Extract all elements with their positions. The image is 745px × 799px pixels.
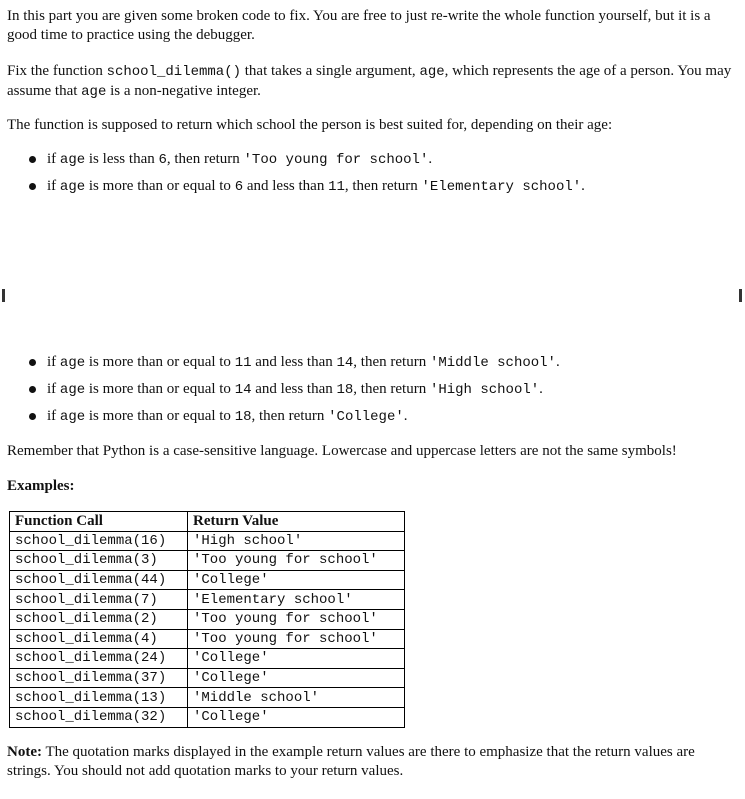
return-value-cell: 'Too young for school'	[188, 551, 405, 571]
table-row	[10, 551, 405, 571]
function-name: school_dilemma()	[106, 64, 241, 80]
purpose-paragraph: The function is supposed to return which school the person is best suited for, depending on their age:	[7, 117, 613, 133]
bullet-icon	[29, 156, 36, 163]
return-value-cell: 'Too young for school'	[188, 629, 405, 649]
function-call-cell: school_dilemma(7)	[10, 590, 188, 610]
bullet-icon	[29, 413, 36, 420]
table-row	[10, 570, 405, 590]
table-header-row	[10, 512, 405, 532]
table-row	[10, 609, 405, 629]
note-paragraph: Note: The quotation marks displayed in the example return values are there to emphasize that the return values are strings. You should not add quotation marks to your return values.	[7, 744, 695, 779]
note-label: Note:	[7, 744, 42, 760]
table-row	[10, 590, 405, 610]
examples-table	[9, 511, 405, 728]
bullet-icon	[29, 359, 36, 366]
intro-paragraph: In this part you are given some broken code to fix. You are free to just re-write the whole function yourself, but it is a good time to practice using the debugger.	[7, 8, 711, 43]
return-value-cell: 'High school'	[188, 531, 405, 551]
rule-item: if age is more than or equal to 18, then return 'College'.	[35, 407, 408, 427]
rule-item: if age is more than or equal to 6 and less than 11, then return 'Elementary school'.	[35, 177, 585, 197]
return-value-cell: 'College'	[188, 570, 405, 590]
bullet-icon	[29, 386, 36, 393]
column-header-return: Return Value	[188, 512, 405, 532]
page-break-marker-left	[2, 289, 5, 302]
return-value-cell: 'Elementary school'	[188, 590, 405, 610]
function-call-cell: school_dilemma(44)	[10, 570, 188, 590]
function-call-cell: school_dilemma(32)	[10, 707, 188, 727]
return-value-cell: 'College'	[188, 668, 405, 688]
reminder-paragraph: Remember that Python is a case-sensitive language. Lowercase and uppercase letters are not the same symbols!	[7, 443, 677, 459]
fix-paragraph: Fix the function school_dilemma() that takes a single argument, age, which represents the age of a person. You may assume that age is a non-negative integer.	[7, 63, 732, 100]
table-row	[10, 649, 405, 669]
function-call-cell: school_dilemma(24)	[10, 649, 188, 669]
function-call-cell: school_dilemma(2)	[10, 609, 188, 629]
bullet-icon	[29, 183, 36, 190]
column-header-call: Function Call	[10, 512, 188, 532]
function-call-cell: school_dilemma(37)	[10, 668, 188, 688]
return-value-cell: 'College'	[188, 707, 405, 727]
rule-item: if age is less than 6, then return 'Too young for school'.	[35, 150, 432, 170]
table-row	[10, 707, 405, 727]
page-break-marker-right	[739, 289, 742, 302]
return-value-cell: 'Middle school'	[188, 688, 405, 708]
function-call-cell: school_dilemma(4)	[10, 629, 188, 649]
table-row	[10, 629, 405, 649]
function-call-cell: school_dilemma(3)	[10, 551, 188, 571]
function-call-cell: school_dilemma(13)	[10, 688, 188, 708]
examples-heading: Examples:	[7, 478, 75, 494]
return-value-cell: 'College'	[188, 649, 405, 669]
table-row	[10, 531, 405, 551]
rule-item: if age is more than or equal to 14 and less than 18, then return 'High school'.	[35, 380, 543, 400]
arg-name: age	[419, 64, 445, 80]
rule-item: if age is more than or equal to 11 and less than 14, then return 'Middle school'.	[35, 353, 560, 373]
return-value-cell: 'Too young for school'	[188, 609, 405, 629]
table-row	[10, 688, 405, 708]
function-call-cell: school_dilemma(16)	[10, 531, 188, 551]
table-row	[10, 668, 405, 688]
